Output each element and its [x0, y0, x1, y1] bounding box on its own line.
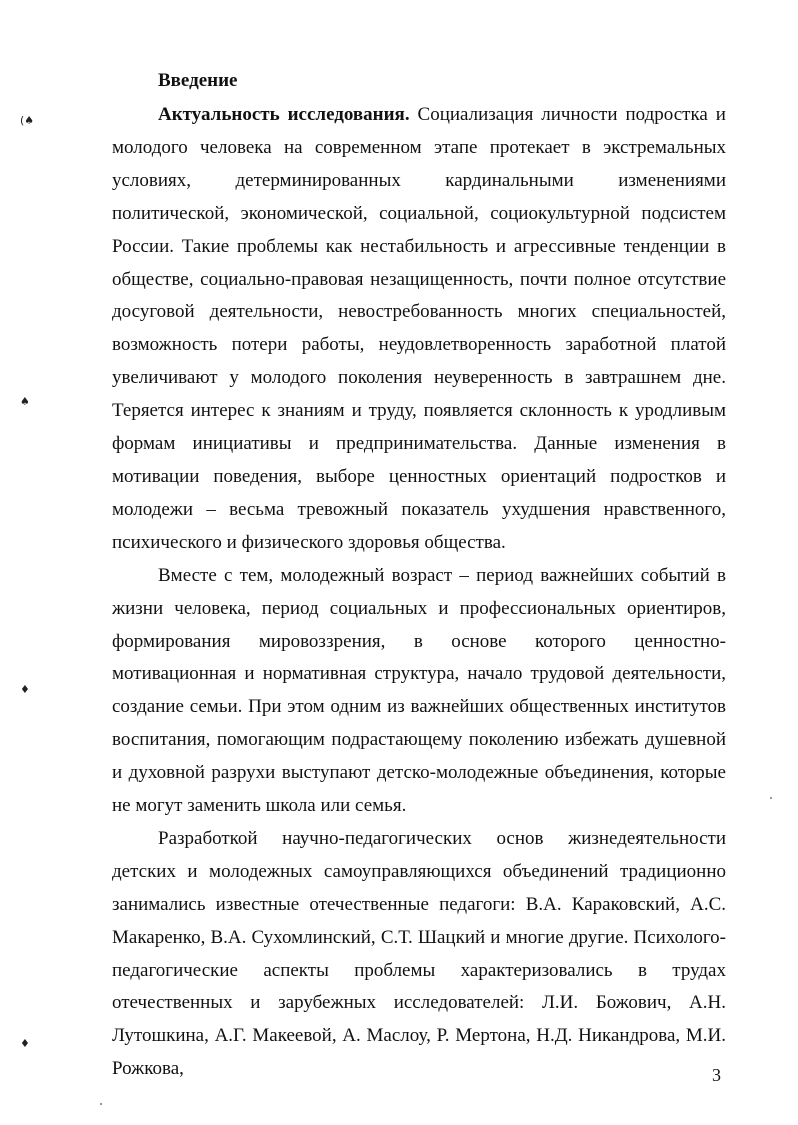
paragraph-text: Социализация личности подростка и молодого человека на современном этапе протекает в экстремальных условиях, детерминированных кардинальными изменениями политической, экономической, социальной, социокультурной подсистем России. Такие проблемы как нестабильность и агрессивные тенденции в обществе, социально-правовая незащищенность, почти полное отсутствие досуговой деятельности, невостребованность многих специальностей, возможность потери работы, неудовлетворенность заработной платой увеличивают у молодого поколения неуверенность в завтрашнем дне. Теряется интерес к знаниям и труду, появляется склонность к уродливым формам инициативы и предпринимательства. Данные изменения в мотивации поведения, выборе ценностных ориентаций подростков и молодежи – весьма тревожный показатель ухудшения нравственного, психического и физического здоровья общества.: [112, 104, 726, 553]
body-text: [112, 99, 726, 1086]
paragraph: [112, 99, 726, 560]
binding-hole-mark: ♠: [20, 395, 30, 408]
page-number: 3: [712, 1065, 721, 1085]
section-heading: Введение: [158, 70, 238, 91]
binding-hole-mark: ♦: [20, 683, 30, 696]
scan-speck: [770, 797, 772, 799]
paragraph-lead: Актуальность исследования.: [158, 104, 410, 125]
paragraph: Вместе с тем, молодежный возраст – период важнейших событий в жизни человека, период социальных и профессиональных ориентиров, формирования мировоззрения, в основе которого ценностно-мотивационная и нормативная структура, начало трудовой деятельности, создание семьи. При этом одним из важнейших общественных институтов воспитания, помогающим подрастающему поколению избежать душевной и духовной разрухи выступают детско-молодежные объединения, которые не могут заменить школа или семья.: [112, 564, 726, 817]
paragraph: Разработкой научно-педагогических основ жизнедеятельности детских и молодежных самоуправляющихся объединений традиционно занимались известные отечественные педагоги: В.А. Караковский, А.С. Макаренко, В.А. Сухомлинский, С.Т. Шацкий и многие другие. Психолого-педагогические аспекты проблемы характеризовались в трудах отечественных и зарубежных исследователей: Л.И. Божович, А.Н. Лутошкина, А.Г. Макеевой, А. Маслоу, Р. Мертона, Н.Д. Никандрова, М.И. Рожкова,: [112, 827, 726, 1080]
scan-speck: [100, 1103, 102, 1105]
binding-hole-mark: ♦: [20, 1037, 30, 1050]
binding-hole-mark: (♠: [20, 114, 35, 127]
